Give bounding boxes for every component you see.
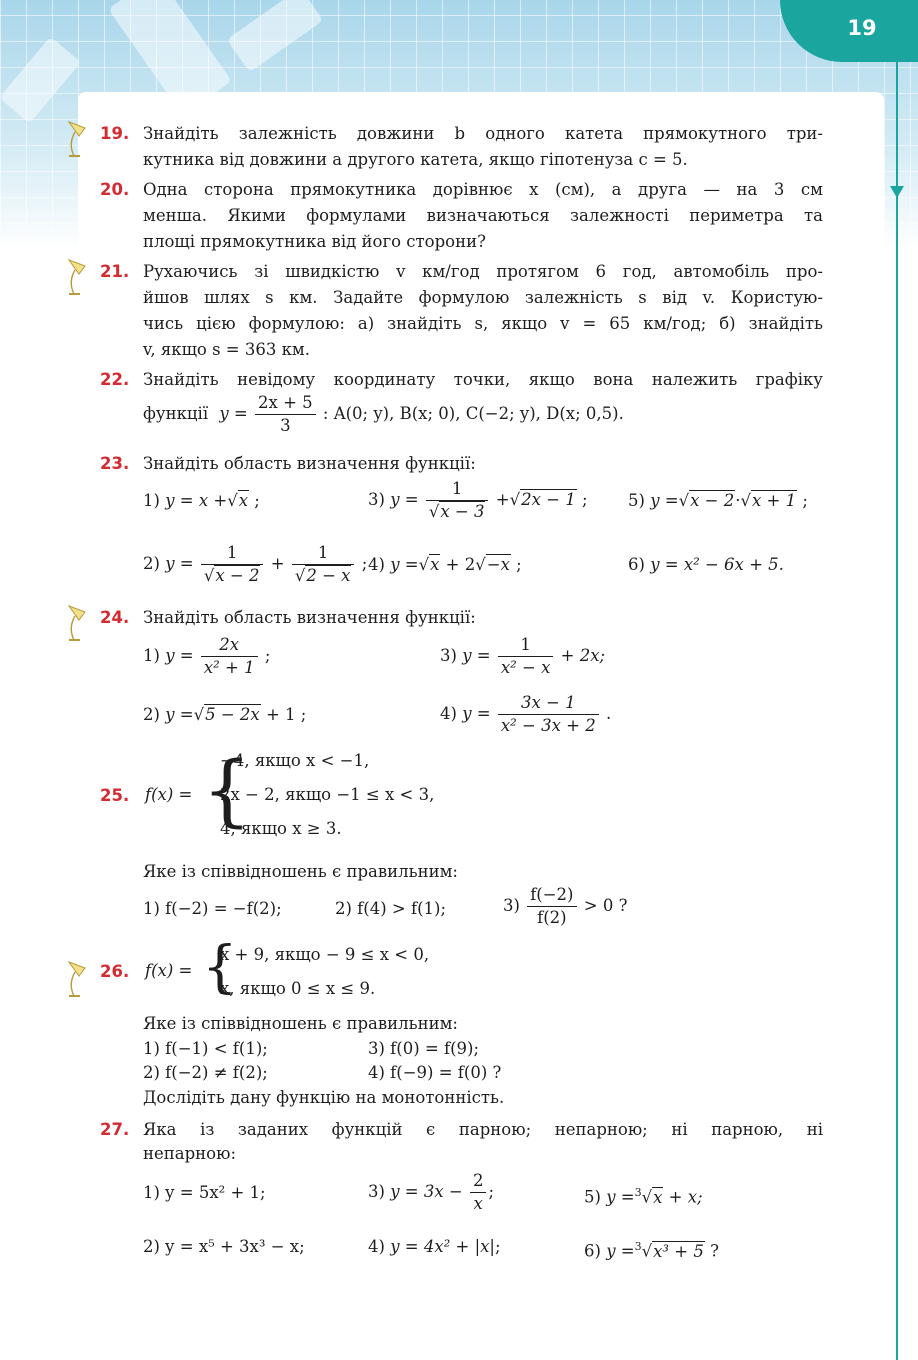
page-number: 19 bbox=[847, 16, 877, 40]
formula-text: y = 3x − bbox=[390, 1182, 463, 1201]
formula-text: y = bbox=[606, 1241, 635, 1261]
problem-text: Знайдіть залежність довжини b одного катета прямокутного три- bbox=[143, 124, 823, 143]
formula bbox=[143, 634, 270, 679]
fraction-numerator: 3x − 1 bbox=[498, 692, 599, 715]
fraction-denominator: x² + 1 bbox=[203, 658, 255, 677]
radicand: 2 − x bbox=[306, 566, 351, 585]
problem-number: 26. bbox=[100, 962, 130, 981]
answer-option: 1) f(−1) < f(1); bbox=[143, 1039, 268, 1058]
problem-text: Одна сторона прямокутника дорівнює x (см), а друга — на 3 см bbox=[143, 180, 823, 199]
fraction bbox=[201, 542, 264, 587]
formula-text: y = bbox=[606, 1187, 635, 1207]
piecewise-case: x + 9, якщо − 9 ≤ x < 0, bbox=[220, 945, 430, 964]
item-label: 4) bbox=[368, 1237, 385, 1256]
formula-text: . bbox=[605, 704, 612, 723]
piecewise-case: −4, якщо x < −1, bbox=[220, 751, 370, 770]
piecewise-case: 4, якщо x ≥ 3. bbox=[220, 819, 342, 838]
formula bbox=[628, 554, 784, 576]
answer-option: 1) f(−2) = −f(2); bbox=[143, 899, 282, 918]
formula-text: ; bbox=[254, 491, 260, 510]
formula-text: + x; bbox=[668, 1187, 703, 1207]
fraction bbox=[426, 478, 489, 523]
formula-text: ; bbox=[495, 1237, 501, 1256]
item-label: 4) bbox=[368, 555, 385, 574]
fraction bbox=[292, 542, 355, 587]
radicand: x³ + 5 bbox=[653, 1241, 704, 1261]
fraction-numerator: 1 bbox=[426, 478, 489, 501]
root-index: 3 bbox=[634, 1186, 642, 1199]
formula-text: y = bbox=[390, 490, 419, 509]
fraction-numerator: 1 bbox=[292, 542, 355, 565]
problem-text: йшов шлях s км. Задайте формулою залежність s від v. Користую- bbox=[143, 288, 823, 307]
formula: 5) y =√x − 2·√x + 1 ; bbox=[628, 491, 808, 510]
radicand: x + 1 bbox=[752, 491, 797, 510]
formula-text: · bbox=[735, 491, 741, 510]
item-label: 2) bbox=[143, 705, 160, 724]
radicand: x − 2 bbox=[690, 491, 735, 510]
formula-text: ; bbox=[264, 646, 271, 665]
radicand: 2x − 1 bbox=[521, 490, 576, 509]
formula-text: ; bbox=[361, 554, 368, 573]
formula-text: f(x) = bbox=[145, 961, 193, 980]
formula-text: ? bbox=[710, 1241, 719, 1261]
problem-number: 19. bbox=[100, 124, 130, 143]
problem-text: v, якщо s = 363 км. bbox=[143, 340, 311, 359]
formula bbox=[440, 634, 605, 679]
item-label: 3) bbox=[368, 490, 385, 509]
formula-text: y = 4x² + bbox=[390, 1237, 470, 1256]
fraction-denominator: √2 − x bbox=[294, 566, 351, 585]
formula-text: функції bbox=[143, 404, 209, 423]
item-label: 2) bbox=[143, 554, 160, 573]
lamp-icon bbox=[66, 602, 88, 642]
problem-number: 21. bbox=[100, 262, 130, 281]
answer-option: 4) f(−9) = f(0) ? bbox=[368, 1063, 502, 1082]
fraction bbox=[498, 634, 554, 679]
formula-text: ; bbox=[802, 491, 808, 510]
fraction-denominator: x² − x bbox=[500, 658, 551, 677]
answer-option: 1) y = 5x² + 1; bbox=[143, 1183, 266, 1202]
formula bbox=[368, 1236, 501, 1258]
fraction-numerator: 1 bbox=[201, 542, 264, 565]
radicand: −x bbox=[486, 555, 510, 574]
piecewise-case: x, якщо 0 ≤ x ≤ 9. bbox=[220, 979, 376, 998]
fraction bbox=[527, 884, 576, 929]
problem-text: непарною: bbox=[143, 1144, 237, 1163]
fraction-denominator: 3 bbox=[280, 416, 291, 435]
fraction-numerator: 2x bbox=[201, 634, 258, 657]
problem-text: Знайдіть область визначення функції: bbox=[143, 454, 476, 473]
item-label: 4) bbox=[440, 704, 457, 723]
formula-text: ; bbox=[516, 555, 522, 574]
formula-text: y = bbox=[462, 704, 491, 723]
formula-text: |x| bbox=[474, 1237, 495, 1256]
problem-text: Яке із співвідношень є правильним: bbox=[143, 862, 458, 881]
problem-number: 25. bbox=[100, 786, 130, 805]
item-label: 3) bbox=[440, 646, 457, 665]
fraction-denominator: f(2) bbox=[537, 908, 567, 927]
item-label: 6) bbox=[628, 555, 645, 574]
fraction-denominator: √x − 2 bbox=[203, 566, 260, 585]
problem-text: Яке із співвідношень є правильним: bbox=[143, 1014, 458, 1033]
formula-text: y = bbox=[165, 554, 194, 573]
piecewise-case: 2x − 2, якщо −1 ≤ x < 3, bbox=[220, 785, 435, 804]
formula: 5) y =$^3$√x + x; bbox=[584, 1186, 703, 1207]
formula-text: : A(0; y), B(x; 0), C(−2; y), D(x; 0,5). bbox=[322, 404, 624, 423]
formula-text: + 1 ; bbox=[265, 705, 307, 724]
answer-option: 2) y = x⁵ + 3x³ − x; bbox=[143, 1237, 305, 1256]
problem-text: Знайдіть невідому координату точки, якщо вона належить графіку bbox=[143, 370, 823, 389]
lamp-icon bbox=[66, 256, 88, 296]
formula bbox=[143, 392, 624, 437]
formula-text: y = x² − 6x + 5. bbox=[650, 555, 784, 574]
fraction bbox=[201, 634, 258, 679]
formula: 4) y =√x + 2√−x ; bbox=[368, 555, 522, 574]
problem-text: площі прямокутника від його сторони? bbox=[143, 232, 486, 251]
problem-number: 24. bbox=[100, 608, 130, 627]
formula: 1) y = x +√x ; bbox=[143, 491, 260, 510]
formula-text: y = bbox=[390, 555, 419, 574]
fraction-numerator: 2x + 5 bbox=[255, 392, 316, 415]
formula bbox=[143, 542, 367, 587]
formula-text: y = bbox=[462, 646, 491, 665]
fraction-numerator: 2 bbox=[470, 1170, 487, 1193]
formula-text: y = bbox=[650, 491, 679, 510]
item-label: 5) bbox=[628, 491, 645, 510]
lamp-icon bbox=[66, 958, 88, 998]
formula-text: f(x) = bbox=[145, 785, 193, 804]
radicand: x bbox=[238, 491, 249, 510]
formula-text: ; bbox=[581, 490, 588, 509]
formula-text: > 0 ? bbox=[583, 896, 628, 915]
answer-option: 3) f(0) = f(9); bbox=[368, 1039, 480, 1058]
item-label: 3) bbox=[503, 896, 520, 915]
item-label: 1) bbox=[143, 491, 160, 510]
formula-text: + 2 bbox=[445, 555, 476, 574]
formula: 3) y = $\frac{1}{√x - 3}$ +√2x − 1 ; bbox=[368, 479, 588, 521]
formula-text: + bbox=[270, 554, 285, 573]
formula-text: + bbox=[495, 490, 510, 509]
radicand: x − 2 bbox=[215, 566, 260, 585]
fraction-denominator: x² − 3x + 2 bbox=[500, 716, 596, 735]
item-label: 6) bbox=[584, 1241, 601, 1261]
formula bbox=[503, 884, 627, 929]
problem-text: чись цією формулою: а) знайдіть s, якщо v = 65 км/год; б) знайдіть bbox=[143, 314, 823, 333]
answer-option: 2) f(4) > f(1); bbox=[335, 899, 447, 918]
formula-text: y = bbox=[165, 705, 194, 724]
fraction bbox=[498, 692, 599, 737]
formula bbox=[368, 1170, 494, 1215]
radicand: x bbox=[653, 1187, 663, 1207]
fraction-denominator: x bbox=[473, 1194, 483, 1213]
item-label: 1) bbox=[143, 646, 160, 665]
problem-number: 22. bbox=[100, 370, 130, 389]
formula: 6) y =$^3$√x³ + 5 ? bbox=[584, 1240, 719, 1261]
arrow-down-icon bbox=[890, 186, 904, 198]
problem-text: менша. Якими формулами визначаються залежності периметра та bbox=[143, 206, 823, 225]
problem-number: 23. bbox=[100, 454, 130, 473]
problem-text: Яка із заданих функцій є парною; непарною; ні парною, ні bbox=[143, 1120, 823, 1139]
side-guide-line bbox=[896, 62, 898, 1360]
problem-text: Знайдіть область визначення функції: bbox=[143, 608, 476, 627]
formula-text: + 2x; bbox=[560, 646, 606, 665]
fraction-numerator: f(−2) bbox=[527, 884, 576, 907]
brace: { bbox=[202, 935, 238, 1000]
radicand: x − 3 bbox=[440, 502, 485, 521]
root-index: 3 bbox=[634, 1240, 642, 1253]
answer-option: 2) f(−2) ≠ f(2); bbox=[143, 1063, 268, 1082]
problem-text: Рухаючись зі швидкістю v км/год протягом 6 год, автомобіль про- bbox=[143, 262, 823, 281]
fraction bbox=[470, 1170, 487, 1215]
formula-text: y = x + bbox=[165, 491, 228, 510]
formula-text: y = bbox=[165, 646, 194, 665]
formula-text: ; bbox=[488, 1182, 495, 1201]
item-label: 5) bbox=[584, 1187, 601, 1207]
fraction-numerator: 1 bbox=[498, 634, 554, 657]
item-label: 3) bbox=[368, 1182, 385, 1201]
problem-number: 20. bbox=[100, 180, 130, 199]
problem-text: Дослідіть дану функцію на монотонність. bbox=[143, 1088, 505, 1107]
fraction bbox=[255, 392, 316, 437]
formula-text: y = bbox=[219, 404, 248, 423]
problem-number: 27. bbox=[100, 1120, 130, 1139]
problem-text: кутника від довжини a другого катета, якщо гіпотенуза c = 5. bbox=[143, 150, 688, 169]
formula: 2) y =√5 − 2x + 1 ; bbox=[143, 705, 307, 724]
lamp-icon bbox=[66, 118, 88, 158]
brace: { bbox=[202, 746, 252, 836]
fraction-denominator: √x − 3 bbox=[428, 502, 485, 521]
radicand: x bbox=[430, 555, 440, 574]
radicand: 5 − 2x bbox=[205, 705, 260, 724]
formula bbox=[440, 692, 611, 737]
